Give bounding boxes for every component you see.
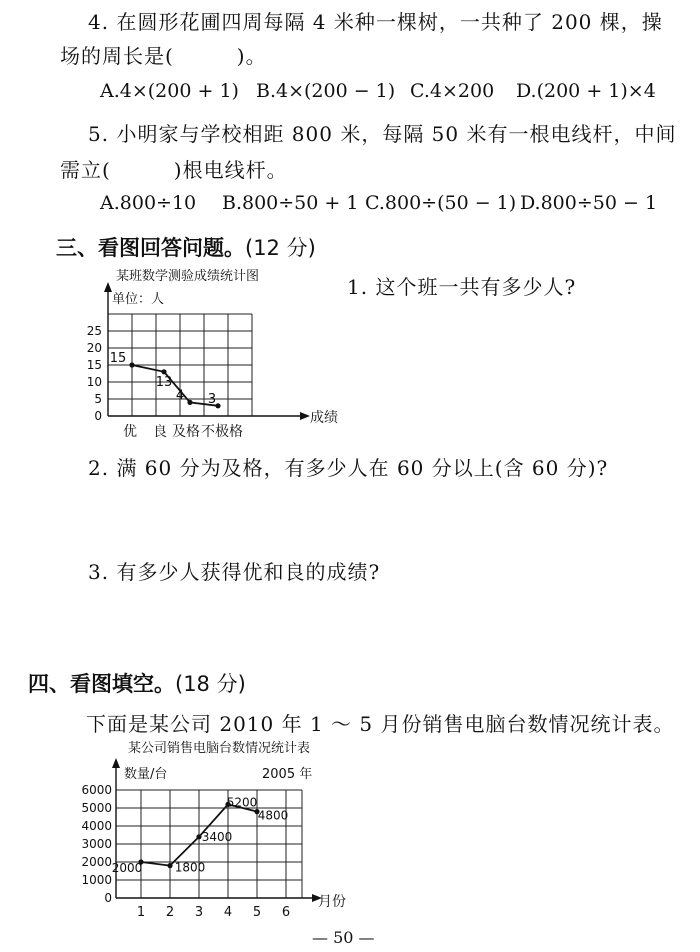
chart2-ytick-label: 5000 [81, 801, 112, 815]
q5-option-d: D.800÷50 − 1 [520, 192, 658, 214]
chart2-category-label: 2 [165, 905, 175, 918]
chart2-data-label: 3400 [201, 829, 233, 844]
chart2-category-label: 6 [281, 905, 291, 918]
chart1-title: 某班数学测验成绩统计图 [116, 269, 260, 284]
section4-intro: 下面是某公司 2010 年 1 ～ 5 月份销售电脑台数情况统计表。 [86, 712, 675, 736]
chart2-ytick-label: 0 [104, 891, 112, 905]
chart1-data-label: 3 [207, 391, 217, 407]
q5-option-a: A.800÷10 [100, 192, 197, 214]
chart-class-scores [80, 262, 350, 444]
chart2-y-arrow [112, 758, 120, 768]
q5-option-b: B.800÷50 + 1 [222, 192, 359, 214]
chart1-x-arrow [300, 412, 310, 420]
q4-line2: 场的周长是( )。 [60, 44, 267, 68]
chart2-data-label: 1800 [174, 860, 206, 875]
section4-title: 四、看图填空。 [28, 672, 175, 696]
chart1-data-label: 13 [155, 374, 173, 390]
chart2-ytick-label: 1000 [81, 873, 112, 887]
chart2-data-point [167, 863, 172, 868]
chart1-data-point [129, 362, 134, 367]
chart1-ytick-label: 25 [86, 324, 102, 338]
section4-points: (18 分) [175, 672, 246, 696]
chart1-data-point [161, 369, 166, 374]
section3-question-3: 3. 有多少人获得优和良的成绩? [88, 560, 381, 584]
chart2-data-label: 2000 [111, 861, 143, 875]
chart2-data-label: 5200 [226, 795, 258, 810]
section4-heading [28, 668, 246, 698]
q5-line1: 5. 小明家与学校相距 800 米，每隔 50 米有一根电线杆，中间 [88, 122, 677, 146]
page-number: — 50 — [312, 928, 375, 947]
chart2-category-label: 3 [194, 905, 204, 918]
chart1-category-label: 优 [123, 424, 137, 440]
chart1-data-point [215, 403, 220, 408]
section3-title: 三、看图回答问题。 [56, 236, 245, 260]
chart1-category-label: 良 [153, 424, 167, 440]
q4-option-a: A.4×(200 + 1) [100, 80, 239, 102]
q5-line2: 需立( )根电线杆。 [60, 158, 288, 182]
chart1-ytick-label: 10 [86, 375, 102, 389]
chart2-title: 某公司销售电脑台数情况统计表 [128, 741, 311, 756]
q5-option-c: C.800÷(50 − 1) [365, 192, 517, 214]
section3-question-1: 1. 这个班一共有多少人? [347, 275, 577, 299]
chart-computer-sales [66, 738, 366, 918]
chart1-xlabel: 成绩 [310, 410, 338, 426]
chart1-ytick-label: 15 [86, 358, 102, 372]
chart2-ytick-label: 3000 [81, 837, 112, 851]
q4-option-b: B.4×(200 − 1) [256, 80, 396, 102]
chart2-ytick-label: 2000 [81, 855, 112, 869]
chart1-ytick-label: 20 [86, 341, 102, 355]
chart2-category-label: 5 [252, 905, 262, 918]
chart1-y-arrow [104, 282, 112, 292]
chart1-ytick-label: 0 [94, 409, 102, 423]
chart2-ytick-label: 4000 [81, 819, 112, 833]
chart2-annotation: 2005 年 [262, 767, 313, 782]
chart1-data-point [187, 400, 192, 405]
chart1-data-label: 4 [175, 388, 185, 404]
chart1-category-label: 及格 [172, 424, 200, 440]
q4-option-d: D.(200 + 1)×4 [516, 80, 656, 102]
chart2-ylabel: 数量/台 [124, 767, 168, 782]
chart1-category-label: 不极格 [201, 424, 243, 440]
chart2-category-label: 4 [223, 905, 233, 918]
section3-points: (12 分) [245, 236, 316, 260]
section3-question-2: 2. 满 60 分为及格，有多少人在 60 分以上(含 60 分)? [88, 456, 609, 480]
chart2-category-label: 1 [136, 905, 146, 918]
chart1-ylabel: 单位：人 [112, 292, 165, 307]
q4-option-c: C.4×200 [410, 80, 495, 102]
section3-heading [56, 232, 316, 262]
chart2-xlabel: 月份 [318, 894, 346, 910]
chart1-data-label: 15 [109, 351, 127, 366]
q4-line1: 4. 在圆形花圃四周每隔 4 米种一棵树，一共种了 200 棵，操 [88, 10, 663, 34]
chart2-data-label: 4800 [257, 808, 289, 823]
chart2-ytick-label: 6000 [81, 783, 112, 797]
chart1-ytick-label: 5 [94, 392, 102, 406]
